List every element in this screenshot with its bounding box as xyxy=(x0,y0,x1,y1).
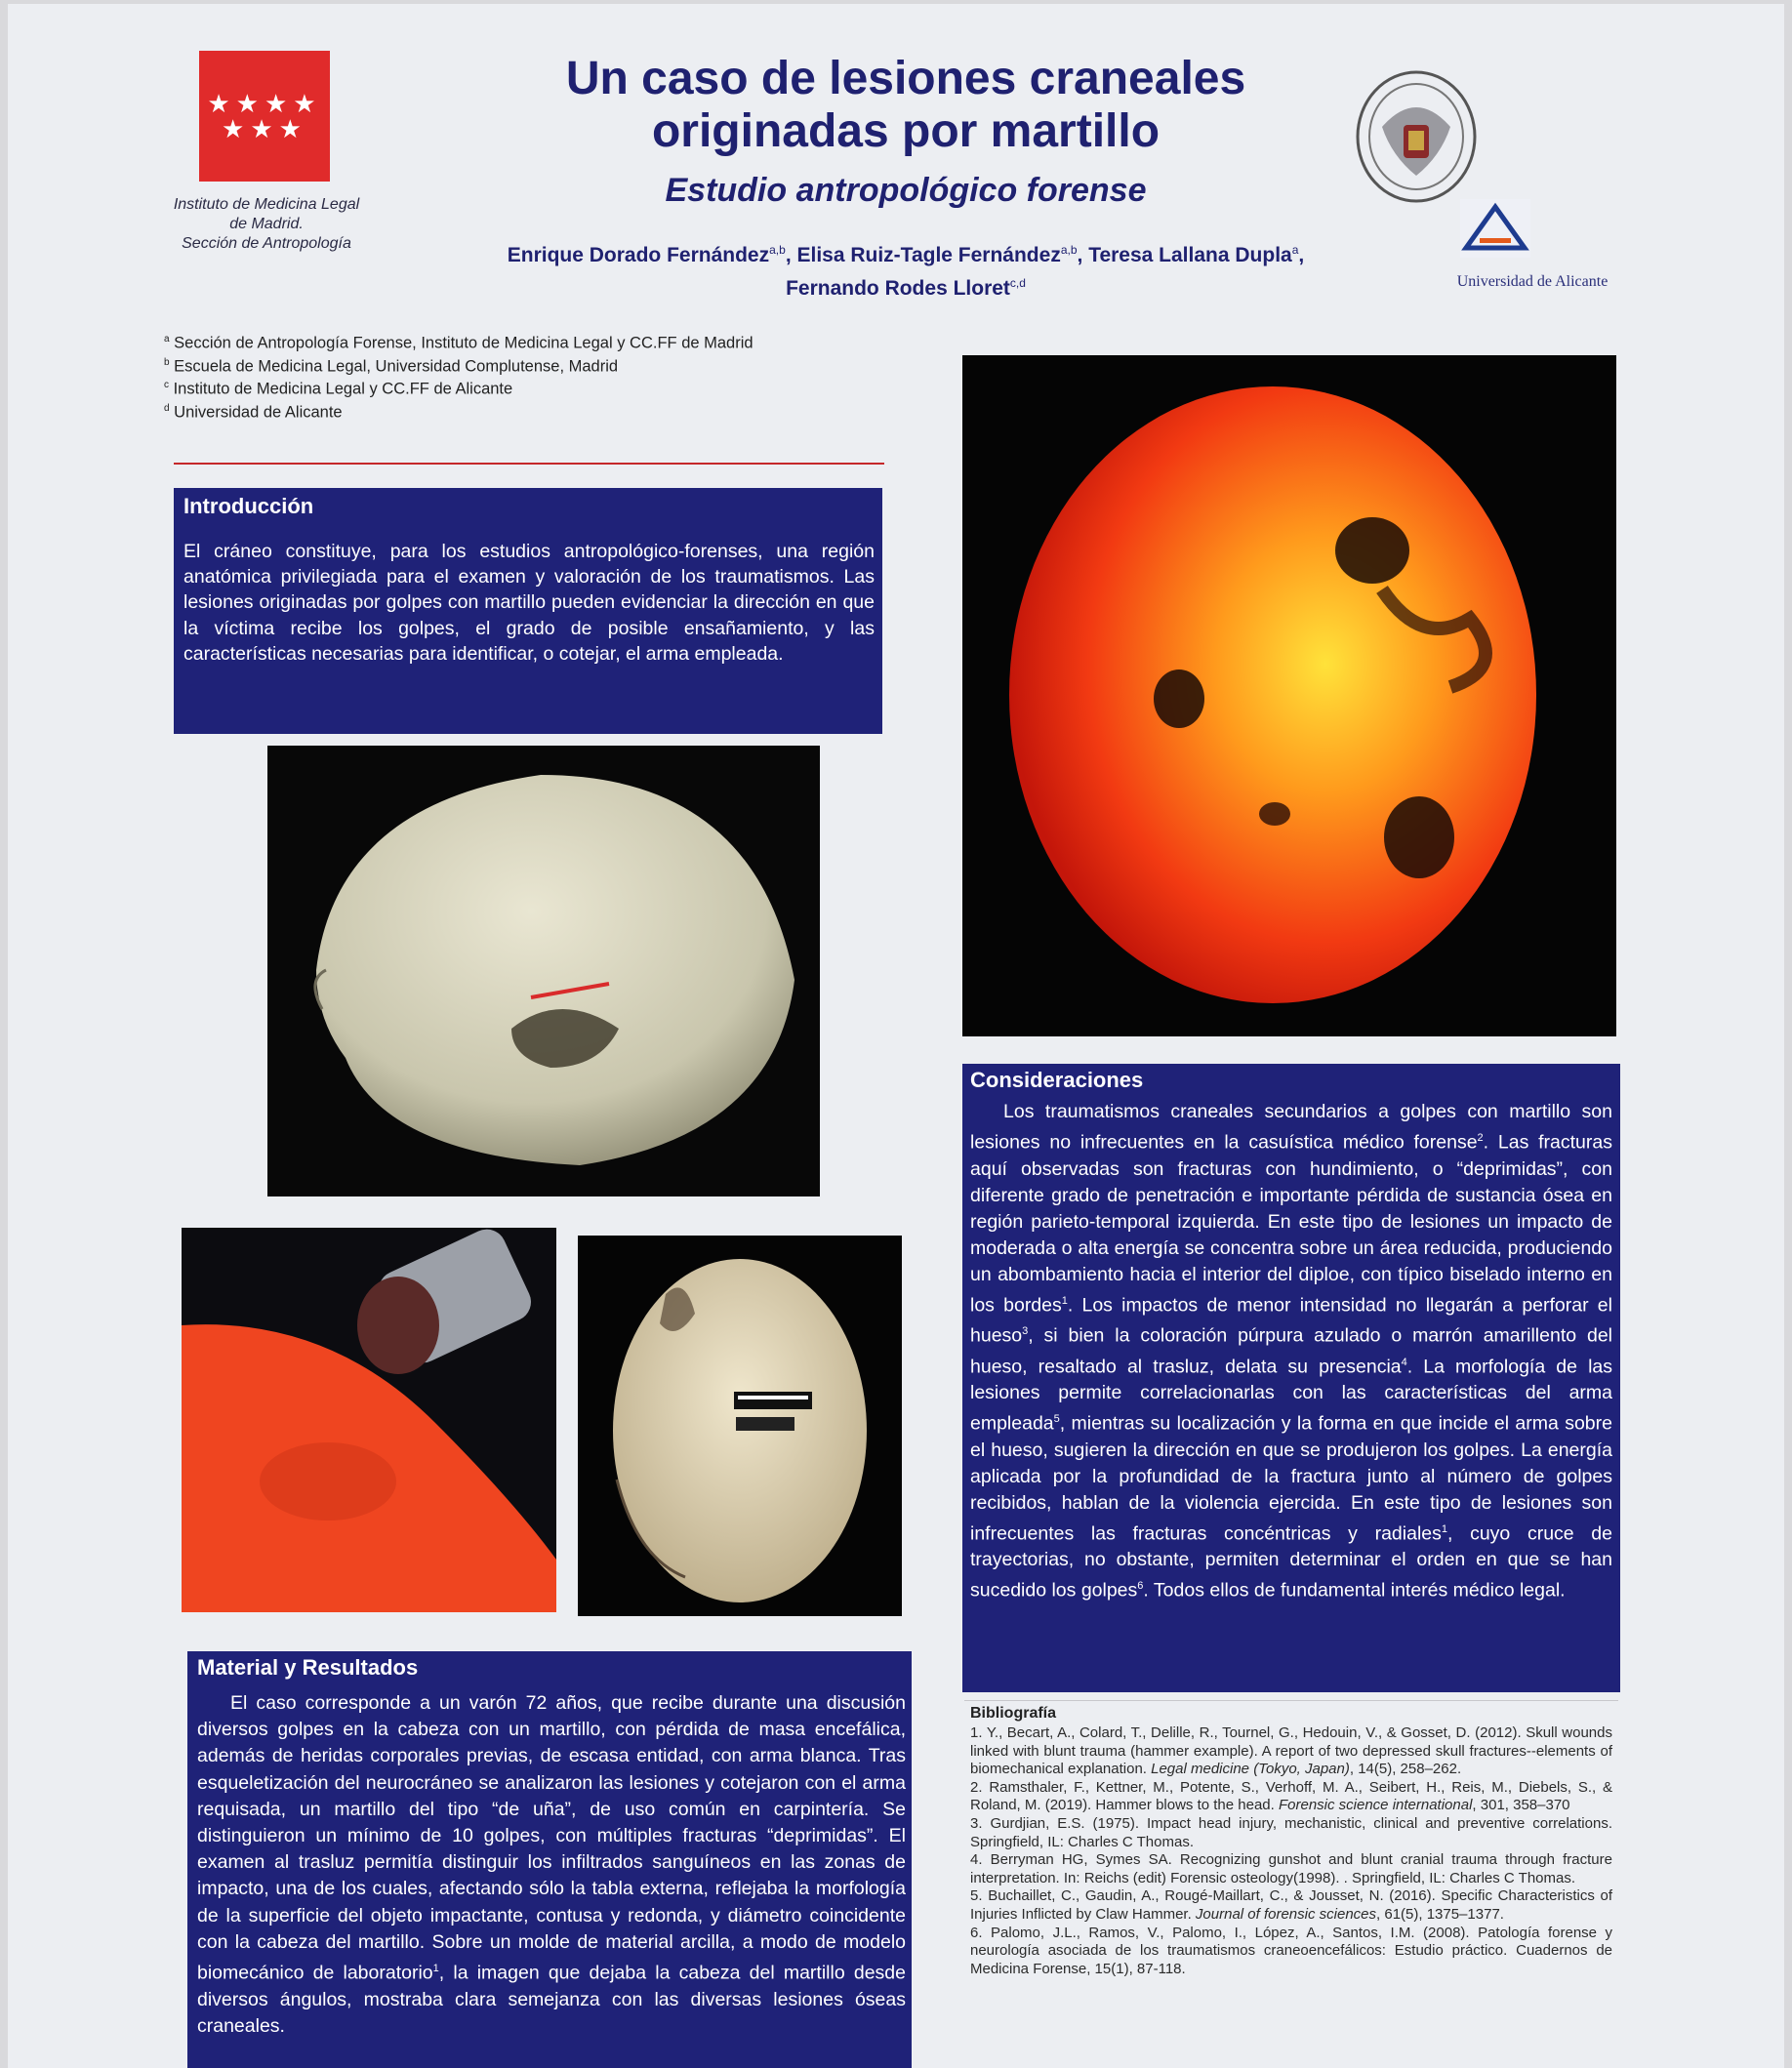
skull-scale-photo xyxy=(578,1236,902,1616)
reference-item: 6. Palomo, J.L., Ramos, V., Palomo, I., López, A., Santos, I.M. (2008). Patología forense y neurología asociada de los traumatismos craneoencefálicos: Estudio práctico. Cuadernos de Medicina Forense, 15(1), 87-118. xyxy=(970,1924,1613,1977)
authors: Enrique Dorado Fernández$^{a,b}$, Elisa Ruiz-Tagle Fernández$^{a,b}$, Teresa Lallana Dupla$^a$, Fernando Rodes Lloret$^{c,d}$ xyxy=(507,243,1305,300)
madrid-flag-icon: ★★★★ ★★★ xyxy=(199,51,330,182)
section-body: El cráneo constituye, para los estudios antropológico-forenses, una región anatómica privilegiada para el examen y valoración de los traumatismos. Las lesiones originadas por golpes con martillo pueden evidenciar la dirección en que la víctima recibe los golpes, el grado de posible ensañamiento, y las características necesarias para identificar, o cotejar, el arma empleada. xyxy=(183,541,875,665)
section-title: Consideraciones xyxy=(970,1068,1144,1092)
skull-thermal-photo xyxy=(962,355,1616,1036)
affiliation-line: $^b$ Escuela de Medicina Legal, Universidad Complutense, Madrid xyxy=(164,356,619,375)
reference-item: 4. Berryman HG, Symes SA. Recognizing gunshot and blunt cranial trauma through fracture interpretation. In: Reichs (edit) Forensic osteology(1998). . Springfield, IL: Charles C Thomas. xyxy=(970,1851,1612,1886)
bibliography-title: Bibliografía xyxy=(970,1705,1057,1722)
affiliation-line: $^d$ Universidad de Alicante xyxy=(164,402,343,421)
introduction-panel xyxy=(174,488,882,734)
author-name: Elisa Ruiz-Tagle Fernández xyxy=(796,244,1061,266)
poster xyxy=(8,4,1784,2068)
section-body: Los traumatismos craneales secundarios a golpes con martillo son lesiones no infrecuentes en la casuística médico forense$^2$. Las fracturas aquí observadas son fracturas con hundimiento, o “deprimidas”, con diferente grado de penetración e importante pérdida de sustancia ósea en región parieto-temporal izquierda. En este tipo de lesiones un impacto de moderada o alta energía se concentra sobre un área reducida, produciendo un abombamiento hacia el interior del diploe, con típico biselado interno en los bordes$^1$. Los impactos de menor intensidad no llegarán a perforar el hueso$^3$, si bien la coloración púrpura azulado o marrón amarillento del hueso, resaltado al trasluz, delata su presencia$^4$. La morfología de las lesiones permite correlacionarlas con las características del arma empleada$^5$, mientras su localización y la forma en que incide el arma sobre el hueso, sugieren la dirección en que se produjeron los golpes. La energía aplicada por la profundidad de la fractura junto al número de golpes recibidos, hablan de la violencia ejercida. En este tipo de lesiones son infrecuentes las fracturas concéntricas y radiales$^1$, cuyo cruce de trayectorias, no obstante, permiten determinar el orden en que se han sucedido los golpes$^6$. Todos ellos de fundamental interés médico legal. xyxy=(970,1101,1612,1602)
reference-item: 3. Gurdjian, E.S. (1975). Impact head injury, mechanistic, clinical and preventive correlations. Springfield, IL: Charles C Thomas. xyxy=(970,1814,1612,1850)
reference-item: 1. Y., Becart, A., Colard, T., Delille, R., Tournel, G., Hedouin, V., & Gosset, D. (2012). Skull wounds linked with blunt trauma (hammer example). A report of two depressed skull fractures--elements of biomechanical explanation. Legal medicine (Tokyo, Japan), 14(5), 258–262. xyxy=(970,1724,1612,1778)
affiliations xyxy=(164,330,886,422)
author-name: Fernando Rodes Lloret xyxy=(786,277,1010,300)
institution-caption: Instituto de Medicina Legal de Madrid. Sección de Antropología xyxy=(173,196,360,252)
section-body: El caso corresponde a un varón 72 años, que recibe durante una discusión diversos golpes en la cabeza con un martillo, con pérdida de masa encefálica, además de heridas corporales previas, de escasa entidad, con arma blanca. Tras esqueletización del neurocráneo se analizaron las lesiones y cotejaron con el arma requisada, un martillo del tipo “de uña”, de uso común en carpintería. Se distinguieron un mínimo de 10 golpes, con múltiples fracturas “deprimidas”. El examen al trasluz permitía distinguir los infiltrados sanguíneos en las zonas de impacto, una de los cuales, afectando sólo la tabla externa, reflejaba la morfología de la superficie del objeto impactante, contusa y redonda, y diámetro coincidente con la cabeza del martillo. Sobre un molde de material arcilla, a modo de modelo biomecánico de laboratorio$^1$, la imagen que dejaba la cabeza del martillo desde diversos ángulos, mostraba clara semejanza con las diversas lesiones óseas craneales. xyxy=(197,1692,906,2037)
section-title: Material y Resultados xyxy=(197,1655,419,1680)
reference-item: 2. Ramsthaler, F., Kettner, M., Potente, S., Verhoff, M. A., Seibert, H., Reis, M., Diebels, S., & Roland, M. (2019). Hammer blows to the head. Forensic science international, 301, 358–370 xyxy=(970,1778,1612,1814)
materials-results-panel xyxy=(187,1651,912,2068)
affiliation-line: $^c$ Instituto de Medicina Legal y CC.FF de Alicante xyxy=(164,380,513,398)
section-title: Introducción xyxy=(183,494,314,518)
author-name: Teresa Lallana Dupla xyxy=(1088,244,1292,266)
poster-title: Un caso de lesiones craneales originadas por martillo xyxy=(565,53,1246,157)
affiliation-line: $^a$ Sección de Antropología Forense, Instituto de Medicina Legal y CC.FF de Madrid xyxy=(164,334,753,352)
alicante-logo-icon xyxy=(1460,199,1530,258)
considerations-panel xyxy=(962,1064,1620,1692)
skull-fracture-photo xyxy=(267,746,820,1196)
divider xyxy=(174,463,884,465)
complutense-seal-icon xyxy=(1353,68,1480,205)
author-name: Enrique Dorado Fernández xyxy=(507,244,770,266)
hammer-clay-photo xyxy=(182,1228,556,1612)
university-caption: Universidad de Alicante xyxy=(1456,273,1609,290)
bibliography xyxy=(964,1700,1618,2068)
poster-subtitle: Estudio antropológico forense xyxy=(665,172,1147,209)
reference-item: 5. Buchaillet, C., Gaudin, A., Rougé-Maillart, C., & Jousset, N. (2016). Specific Characteristics of Injuries Inflicted by Claw Hammer. Journal of forensic sciences, 61(5), 1375–1377. xyxy=(970,1887,1613,1923)
